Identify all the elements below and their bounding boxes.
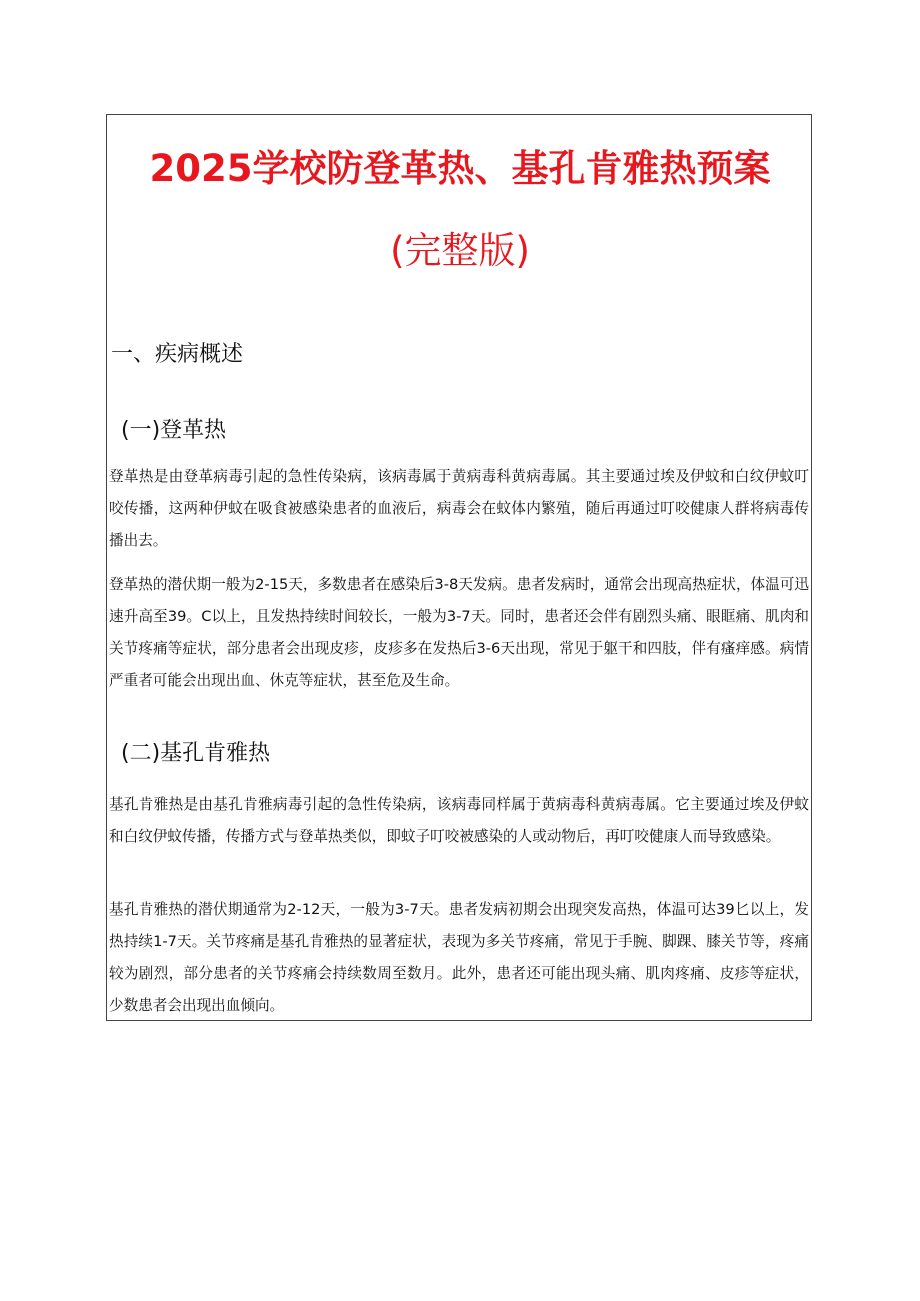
document-page: [106, 114, 812, 1021]
subsection-heading-chikungunya: (二)基孔肯雅热: [121, 741, 271, 766]
document-title: 2025学校防登革热、基孔肯雅热预案: [149, 147, 771, 190]
dengue-paragraph-symptoms: 登革热的潜伏期一般为2-15天，多数患者在感染后3-8天发病。患者发病时，通常会出现高热症状，体温可迅速升高至39。C以上，且发热持续时间较长，一般为3-7天。同时，患者还会伴有剧烈头痛、眼眶痛、肌肉和关节疼痛等症状，部分患者会出现皮疹，皮疹多在发热后3-6天出现，常见于躯干和四肢，伴有瘙痒感。病情严重者可能会出现出血、休克等症状，甚至危及生命。: [109, 576, 809, 689]
document-subtitle: (完整版): [390, 229, 530, 272]
section-heading-disease-overview: 一、疾病概述: [111, 342, 244, 367]
dengue-paragraph-transmission: 登革热是由登革病毒引起的急性传染病，该病毒属于黄病毒科黄病毒属。其主要通过埃及伊蚊和白纹伊蚊叮咬传播，这两种伊蚊在吸食被感染患者的血液后，病毒会在蚊体内繁殖，随后再通过叮咬健康人群将病毒传播出去。: [109, 468, 809, 549]
chikungunya-paragraph-symptoms: 基孔肯雅热的潜伏期通常为2-12天，一般为3-7天。患者发病初期会出现突发高热，体温可达39匕以上，发热持续1-7天。关节疼痛是基孔肯雅热的显著症状，表现为多关节疼痛，常见于手腕、脚踝、膝关节等，疼痛较为剧烈，部分患者的关节疼痛会持续数周至数月。此外，患者还可能出现头痛、肌肉疼痛、皮疹等症状，少数患者会出现出血倾向。: [109, 901, 809, 1014]
chikungunya-paragraph-transmission: 基孔肯雅热是由基孔肯雅病毒引起的急性传染病，该病毒同样属于黄病毒科黄病毒属。它主要通过埃及伊蚊和白纹伊蚊传播，传播方式与登革热类似，即蚊子叮咬被感染的人或动物后，再叮咬健康人而导致感染。: [109, 796, 809, 845]
subsection-heading-dengue: (一)登革热: [121, 418, 227, 443]
